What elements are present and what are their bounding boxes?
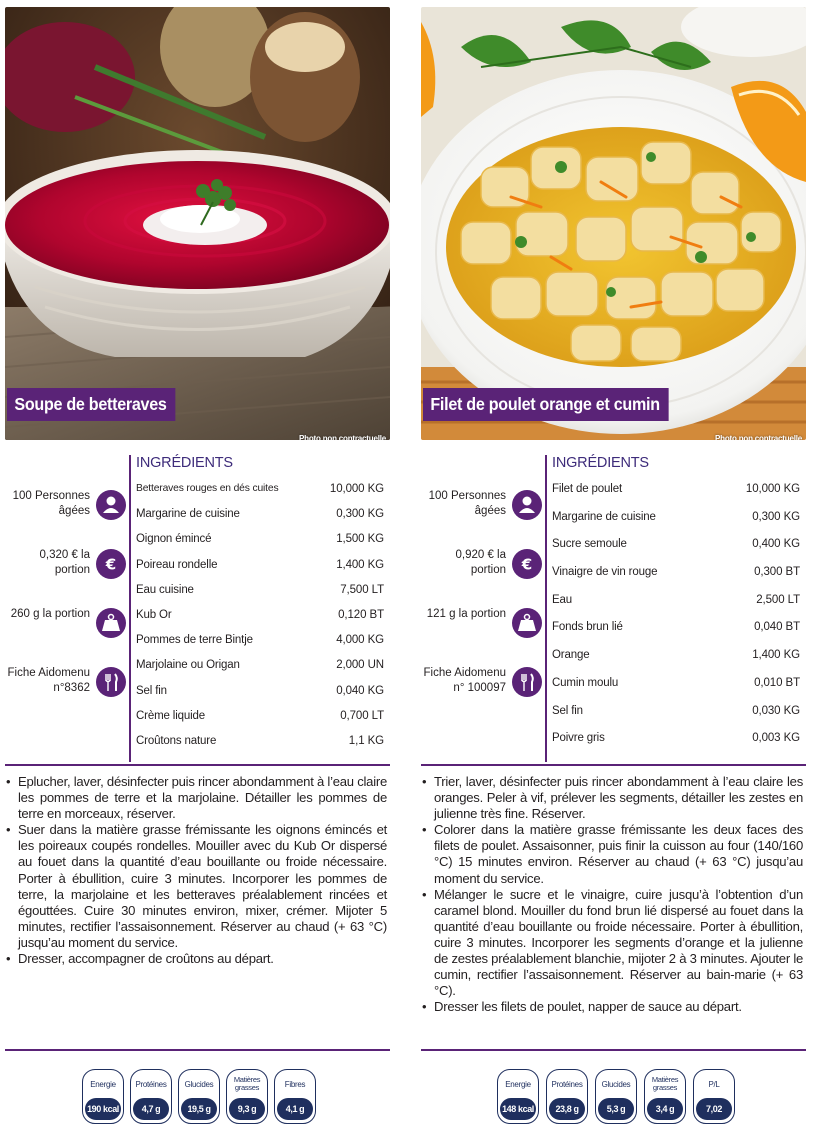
badge-label: Glucides bbox=[601, 1080, 631, 1089]
ingredient-row bbox=[136, 506, 386, 531]
stat-weight bbox=[421, 601, 543, 647]
nutrition-badge-protein bbox=[546, 1069, 588, 1124]
step-item: • Suer dans la matière grasse frémissante les oignons émincés et les poireaux coupés rondelles. Mouiller avec du Kub Or dispersé au fouet dans la quantité d’eau bouillante ou froide nécessaire. Porter à ébullition, cuire 3 minutes. Incorporer les pommes de terre, la marjolaine et les betteraves préalablement rincées et égouttées. Cuire 30 minutes environ, mixer, crémer. Mijoter 5 minutes, rectifier l’assaisonnement. Réserver au chaud (+ 63 °C) jusqu’au moment du service. bbox=[5, 822, 387, 951]
recipe-info bbox=[421, 455, 806, 763]
photo-disclaimer: Photo non contractuelle bbox=[299, 434, 386, 440]
ingredient-name: Croûtons nature bbox=[136, 734, 217, 747]
preparation-steps bbox=[5, 774, 387, 967]
ingredient-qty: 7,500 LT bbox=[340, 583, 384, 596]
nutrition-badge-fiber bbox=[274, 1069, 316, 1124]
ingredients-heading: INGRÉDIENTS bbox=[552, 455, 649, 471]
ingredient-name: Orange bbox=[552, 649, 590, 662]
ingredient-row bbox=[136, 531, 386, 556]
ingredient-row bbox=[136, 657, 386, 682]
cutlery-icon bbox=[512, 667, 542, 697]
ingredient-name: Vinaigre de vin rouge bbox=[552, 566, 658, 579]
ingredient-qty: 1,400 KG bbox=[336, 558, 384, 571]
recipe-photo bbox=[5, 7, 390, 440]
step-item: • Colorer dans la matière grasse frémissante les deux faces des filets de poulet. Assaisonner, puis finir la cuisson au four (140/160 °C) 15 minutes environ. Réserver au chaud (+ 63 °C) jusqu’au moment du service. bbox=[421, 822, 803, 886]
ingredients-heading: INGRÉDIENTS bbox=[136, 455, 233, 471]
portion-weight: 121 g la portion bbox=[426, 608, 506, 620]
stat-people bbox=[421, 483, 543, 529]
stat-price bbox=[5, 542, 127, 588]
ingredient-qty: 0,300 BT bbox=[754, 566, 800, 579]
cutlery-icon bbox=[96, 667, 126, 697]
recipe-stats bbox=[421, 483, 543, 719]
ingredient-qty: 0,300 KG bbox=[336, 508, 384, 521]
badge-label: Matières grasses bbox=[233, 1075, 261, 1092]
weight-icon bbox=[96, 608, 126, 638]
badge-label: Matières grasses bbox=[651, 1075, 679, 1092]
ingredient-list bbox=[552, 481, 802, 758]
badge-value: 9,3 g bbox=[229, 1098, 265, 1120]
ingredient-row bbox=[552, 703, 802, 731]
ingredient-qty: 2,500 LT bbox=[756, 593, 800, 606]
ingredient-row bbox=[136, 733, 386, 758]
weight-icon bbox=[512, 608, 542, 638]
badge-value: 19,5 g bbox=[181, 1098, 217, 1120]
ingredient-row bbox=[136, 632, 386, 657]
ingredient-row bbox=[552, 730, 802, 758]
nutrition-badge-carbs bbox=[178, 1069, 220, 1124]
ingredient-row bbox=[136, 481, 386, 506]
step-item: • Mélanger le sucre et le vinaigre, cuire jusqu’à l’obtention d’un caramel blond. Mouiller du fond brun lié dispersé au fouet dans la quantité d’eau bouillante ou froide nécessaire. Porter à ébullition, cuire 3 minutes. Incorporer les segments d’orange et la julienne de zestes préalablement blanchie, mijoter 2 à 3 minutes. Ajouter le cumin, rectifier l’assaisonnement. Réserver au bain-marie (+ 63 °C). bbox=[421, 887, 803, 1000]
badge-value: 23,8 g bbox=[549, 1098, 585, 1120]
recipe-stats bbox=[5, 483, 127, 719]
ingredient-qty: 0,700 LT bbox=[340, 709, 384, 722]
recipe-info bbox=[5, 455, 390, 763]
stat-price bbox=[421, 542, 543, 588]
nutrition-badge-fat bbox=[644, 1069, 686, 1124]
ingredient-list bbox=[136, 481, 386, 758]
ingredient-name: Pommes de terre Bintje bbox=[136, 634, 253, 647]
ingredient-qty: 0,010 BT bbox=[754, 676, 800, 689]
step-item: • Dresser, accompagner de croûtons au départ. bbox=[5, 951, 387, 967]
badge-label: Energie bbox=[90, 1080, 116, 1089]
ingredient-name: Betteraves rouges en dés cuites bbox=[136, 483, 279, 494]
ingredient-row bbox=[136, 683, 386, 708]
ingredient-row bbox=[136, 708, 386, 733]
ingredient-row bbox=[552, 536, 802, 564]
ingredient-row bbox=[552, 481, 802, 509]
badge-label: Protéines bbox=[551, 1080, 583, 1089]
stat-people bbox=[5, 483, 127, 529]
ingredient-qty: 0,003 KG bbox=[752, 732, 800, 745]
ingredient-qty: 0,040 BT bbox=[754, 621, 800, 634]
divider-vertical bbox=[129, 455, 131, 762]
badge-value: 148 kcal bbox=[500, 1098, 536, 1120]
recipe-card-chicken bbox=[421, 0, 806, 1134]
people-count: 100 Personnes âgées bbox=[12, 490, 90, 517]
ingredient-name: Sel fin bbox=[136, 684, 167, 697]
badge-value: 3,4 g bbox=[647, 1098, 683, 1120]
svg-text:€: € bbox=[521, 555, 533, 574]
ingredient-qty: 0,300 KG bbox=[752, 510, 800, 523]
ingredient-name: Kub Or bbox=[136, 608, 172, 621]
ingredient-qty: 1,500 KG bbox=[336, 533, 384, 546]
ingredient-qty: 0,030 KG bbox=[752, 704, 800, 717]
chicken-photo-illustration bbox=[421, 7, 806, 440]
ingredient-row bbox=[552, 619, 802, 647]
recipe-photo bbox=[421, 7, 806, 440]
nutrition-badge-carbs bbox=[595, 1069, 637, 1124]
person-icon bbox=[96, 490, 126, 520]
ingredient-name: Crème liquide bbox=[136, 709, 205, 722]
ingredient-row bbox=[552, 509, 802, 537]
euro-icon bbox=[96, 549, 126, 579]
preparation-steps bbox=[421, 774, 803, 1015]
aidomenu-sheet: Fiche Aidomenu n° 100097 bbox=[423, 667, 506, 694]
ingredient-row bbox=[136, 582, 386, 607]
price-per-portion: 0,920 € la portion bbox=[455, 549, 506, 576]
euro-icon bbox=[512, 549, 542, 579]
ingredient-name: Oignon émincé bbox=[136, 533, 212, 546]
ingredient-qty: 4,000 KG bbox=[336, 634, 384, 647]
badge-value: 190 kcal bbox=[85, 1098, 121, 1120]
ingredient-row bbox=[136, 557, 386, 582]
ingredient-row bbox=[552, 592, 802, 620]
badge-value: 5,3 g bbox=[598, 1098, 634, 1120]
badge-value: 4,1 g bbox=[277, 1098, 313, 1120]
ingredient-qty: 10,000 KG bbox=[745, 483, 800, 495]
section-divider bbox=[5, 764, 390, 766]
ingredient-qty: 1,400 KG bbox=[752, 649, 800, 662]
badge-value: 7,02 bbox=[696, 1098, 732, 1120]
ingredient-qty: 0,040 KG bbox=[336, 684, 384, 697]
recipe-card-soup bbox=[5, 0, 390, 1134]
stat-sheet bbox=[5, 660, 127, 706]
recipe-title: Soupe de betteraves bbox=[7, 388, 176, 421]
people-count: 100 Personnes âgées bbox=[428, 490, 506, 517]
ingredient-name: Sucre semoule bbox=[552, 538, 627, 551]
section-divider bbox=[421, 1049, 806, 1051]
ingredient-name: Poivre gris bbox=[552, 732, 605, 745]
section-divider bbox=[421, 764, 806, 766]
stat-sheet bbox=[421, 660, 543, 706]
nutrition-badge-protein bbox=[130, 1069, 172, 1124]
section-divider bbox=[5, 1049, 390, 1051]
badge-label: Fibres bbox=[284, 1080, 306, 1089]
badge-label: Energie bbox=[505, 1080, 531, 1089]
badge-value: 4,7 g bbox=[133, 1098, 169, 1120]
ingredient-qty: 10,000 KG bbox=[329, 483, 384, 495]
ingredient-name: Sel fin bbox=[552, 704, 583, 717]
photo-disclaimer: Photo non contractuelle bbox=[715, 434, 802, 440]
ingredient-name: Margarine de cuisine bbox=[136, 508, 240, 521]
ingredient-qty: 2,000 UN bbox=[336, 659, 384, 672]
ingredient-qty: 0,400 KG bbox=[752, 538, 800, 551]
ingredient-row bbox=[136, 607, 386, 632]
ingredient-name: Poireau rondelle bbox=[136, 558, 218, 571]
badge-label: Protéines bbox=[135, 1080, 167, 1089]
badge-label: Glucides bbox=[184, 1080, 214, 1089]
nutrition-badge-energy bbox=[82, 1069, 124, 1124]
ingredient-row bbox=[552, 564, 802, 592]
ingredient-name: Margarine de cuisine bbox=[552, 510, 656, 523]
nutrition-badge-energy bbox=[497, 1069, 539, 1124]
divider-vertical bbox=[545, 455, 547, 762]
person-icon bbox=[512, 490, 542, 520]
svg-text:€: € bbox=[105, 555, 117, 574]
price-per-portion: 0,320 € la portion bbox=[39, 549, 90, 576]
ingredient-name: Eau cuisine bbox=[136, 583, 194, 596]
step-item: • Eplucher, laver, désinfecter puis rincer abondamment à l’eau claire les pommes de terre et la marjolaine. Détailler les pommes de terre en morceaux, réserver. bbox=[5, 774, 387, 822]
step-item: • Dresser les filets de poulet, napper de sauce au départ. bbox=[421, 999, 803, 1015]
ingredient-name: Fonds brun lié bbox=[552, 621, 623, 634]
nutrition-badge-fat bbox=[226, 1069, 268, 1124]
ingredient-qty: 0,120 BT bbox=[338, 608, 384, 621]
portion-weight: 260 g la portion bbox=[10, 608, 90, 620]
ingredient-name: Marjolaine ou Origan bbox=[136, 659, 240, 672]
aidomenu-sheet: Fiche Aidomenu n°8362 bbox=[7, 667, 90, 694]
step-item: • Trier, laver, désinfecter puis rincer abondamment à l’eau claire les oranges. Peler à vif, prélever les segments, détailler les zestes en julienne très fine. Réserver. bbox=[421, 774, 803, 822]
ingredient-row bbox=[552, 647, 802, 675]
ingredient-name: Cumin moulu bbox=[552, 676, 619, 689]
ingredient-qty: 1,1 KG bbox=[348, 734, 384, 747]
stat-weight bbox=[5, 601, 127, 647]
soup-photo-illustration bbox=[5, 7, 390, 440]
badge-label: P/L bbox=[708, 1080, 720, 1089]
ingredient-row bbox=[552, 675, 802, 703]
recipe-title: Filet de poulet orange et cumin bbox=[423, 388, 669, 421]
ingredient-name: Eau bbox=[552, 593, 573, 606]
nutrition-badge-pl-ratio bbox=[693, 1069, 735, 1124]
ingredient-name: Filet de poulet bbox=[552, 483, 622, 495]
